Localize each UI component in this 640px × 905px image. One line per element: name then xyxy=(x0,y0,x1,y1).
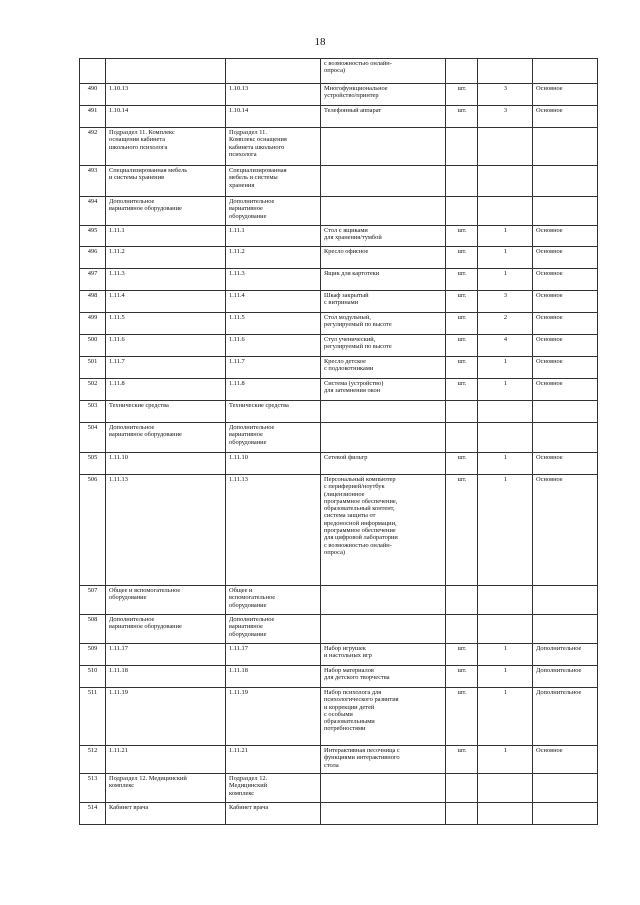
item-name-cell xyxy=(321,128,446,166)
unit-cell: шт. xyxy=(446,106,478,128)
code-cell: Дополнительное вариативное оборудование xyxy=(106,615,226,644)
code-cell: 1.11.1 xyxy=(106,226,226,247)
category-cell xyxy=(533,615,598,644)
item-name-cell: Стол модульный, регулируемый по высоте xyxy=(321,313,446,335)
table-row xyxy=(80,247,598,269)
category-cell xyxy=(533,197,598,226)
section-code-cell: 1.11.1 xyxy=(226,226,321,247)
unit-cell xyxy=(446,586,478,615)
code-cell: Подраздел 12. Медицинский комплекс xyxy=(106,774,226,803)
row-number-cell: 501 xyxy=(80,357,106,379)
quantity-cell xyxy=(478,197,533,226)
category-cell: Основное xyxy=(533,247,598,269)
section-code-cell: 1.11.21 xyxy=(226,746,321,774)
unit-cell: шт. xyxy=(446,746,478,774)
category-cell xyxy=(533,401,598,423)
quantity-cell xyxy=(478,615,533,644)
item-name-cell: Набор материалов для детского творчества xyxy=(321,666,446,688)
item-name-cell: Кресло детское с подлокотниками xyxy=(321,357,446,379)
row-number-cell: 496 xyxy=(80,247,106,269)
quantity-cell: 1 xyxy=(478,644,533,666)
item-name-cell: Стол с ящиками для хранения/тумбой xyxy=(321,226,446,247)
table-row xyxy=(80,84,598,106)
table-row xyxy=(80,644,598,666)
category-cell: Основное xyxy=(533,475,598,586)
quantity-cell: 3 xyxy=(478,291,533,313)
unit-cell xyxy=(446,615,478,644)
table-row xyxy=(80,128,598,166)
section-code-cell: 1.11.8 xyxy=(226,379,321,401)
quantity-cell: 1 xyxy=(478,688,533,746)
category-cell: Дополнительное xyxy=(533,688,598,746)
table-row xyxy=(80,166,598,197)
category-cell: Основное xyxy=(533,269,598,291)
code-cell: Технические средства xyxy=(106,401,226,423)
section-code-cell: Кабинет врача xyxy=(226,803,321,825)
table-row xyxy=(80,475,598,586)
item-name-cell xyxy=(321,166,446,197)
table-row xyxy=(80,586,598,615)
unit-cell: шт. xyxy=(446,475,478,586)
unit-cell: шт. xyxy=(446,269,478,291)
section-code-cell: 1.11.10 xyxy=(226,453,321,475)
category-cell xyxy=(533,774,598,803)
unit-cell: шт. xyxy=(446,357,478,379)
section-code-cell: 1.11.2 xyxy=(226,247,321,269)
quantity-cell xyxy=(478,586,533,615)
item-name-cell xyxy=(321,774,446,803)
code-cell: 1.10.13 xyxy=(106,84,226,106)
category-cell: Дополнительное xyxy=(533,666,598,688)
table-row xyxy=(80,291,598,313)
code-cell: 1.11.13 xyxy=(106,475,226,586)
category-cell: Основное xyxy=(533,313,598,335)
category-cell xyxy=(533,586,598,615)
quantity-cell: 1 xyxy=(478,269,533,291)
table-row xyxy=(80,666,598,688)
table-row xyxy=(80,688,598,746)
category-cell xyxy=(533,423,598,453)
page-number: 18 xyxy=(314,36,326,48)
row-number-cell: 507 xyxy=(80,586,106,615)
item-name-cell xyxy=(321,586,446,615)
code-cell: 1.11.7 xyxy=(106,357,226,379)
unit-cell: шт. xyxy=(446,453,478,475)
code-cell: 1.11.6 xyxy=(106,335,226,357)
unit-cell: шт. xyxy=(446,84,478,106)
category-cell: Дополнительное xyxy=(533,644,598,666)
table-row xyxy=(80,313,598,335)
table-row xyxy=(80,803,598,825)
row-number-cell: 493 xyxy=(80,166,106,197)
code-cell: Общее и вспомогательное оборудование xyxy=(106,586,226,615)
quantity-cell: 1 xyxy=(478,226,533,247)
unit-cell: шт. xyxy=(446,379,478,401)
section-code-cell xyxy=(226,59,321,84)
code-cell: 1.11.17 xyxy=(106,644,226,666)
quantity-cell xyxy=(478,59,533,84)
code-cell: 1.11.2 xyxy=(106,247,226,269)
code-cell: 1.11.3 xyxy=(106,269,226,291)
code-cell: 1.11.8 xyxy=(106,379,226,401)
table-row xyxy=(80,453,598,475)
table-row xyxy=(80,197,598,226)
row-number-cell: 514 xyxy=(80,803,106,825)
category-cell xyxy=(533,166,598,197)
item-name-cell: Телефонный аппарат xyxy=(321,106,446,128)
unit-cell: шт. xyxy=(446,666,478,688)
code-cell: Подраздел 11. Комплекс оснащения кабинета школьного психолога xyxy=(106,128,226,166)
table-row xyxy=(80,379,598,401)
section-code-cell: 1.10.13 xyxy=(226,84,321,106)
row-number-cell: 509 xyxy=(80,644,106,666)
row-number-cell: 508 xyxy=(80,615,106,644)
item-name-cell xyxy=(321,401,446,423)
table-row xyxy=(80,335,598,357)
category-cell: Основное xyxy=(533,335,598,357)
code-cell: 1.11.5 xyxy=(106,313,226,335)
quantity-cell: 1 xyxy=(478,666,533,688)
row-number-cell: 513 xyxy=(80,774,106,803)
row-number-cell: 498 xyxy=(80,291,106,313)
row-number-cell: 505 xyxy=(80,453,106,475)
row-number-cell: 495 xyxy=(80,226,106,247)
category-cell: Основное xyxy=(533,379,598,401)
item-name-cell: Многофункциональное устройство/принтер xyxy=(321,84,446,106)
row-number-cell xyxy=(80,59,106,84)
section-code-cell: Технические средства xyxy=(226,401,321,423)
quantity-cell: 1 xyxy=(478,746,533,774)
row-number-cell: 511 xyxy=(80,688,106,746)
table-row xyxy=(80,401,598,423)
item-name-cell: Сетевой фильтр xyxy=(321,453,446,475)
section-code-cell: 1.11.7 xyxy=(226,357,321,379)
category-cell: Основное xyxy=(533,291,598,313)
unit-cell xyxy=(446,423,478,453)
row-number-cell: 490 xyxy=(80,84,106,106)
section-code-cell: Подраздел 11. Комплекс оснащения кабинета школьного психолога xyxy=(226,128,321,166)
table-row xyxy=(80,269,598,291)
quantity-cell: 4 xyxy=(478,335,533,357)
section-code-cell: Дополнительное вариативное оборудование xyxy=(226,423,321,453)
category-cell: Основное xyxy=(533,453,598,475)
section-code-cell: 1.11.4 xyxy=(226,291,321,313)
quantity-cell: 1 xyxy=(478,357,533,379)
section-code-cell: Общее и вспомогательное оборудование xyxy=(226,586,321,615)
item-name-cell: Система (устройство) для затемнения окон xyxy=(321,379,446,401)
unit-cell xyxy=(446,401,478,423)
row-number-cell: 502 xyxy=(80,379,106,401)
quantity-cell: 3 xyxy=(478,106,533,128)
section-code-cell: Дополнительное вариативное оборудование xyxy=(226,615,321,644)
section-code-cell: 1.11.19 xyxy=(226,688,321,746)
code-cell: Дополнительное вариативное оборудование xyxy=(106,197,226,226)
section-code-cell: Специализированная мебель и системы хранения xyxy=(226,166,321,197)
quantity-cell: 1 xyxy=(478,247,533,269)
section-code-cell: 1.11.13 xyxy=(226,475,321,586)
category-cell: Основное xyxy=(533,106,598,128)
section-code-cell: 1.11.5 xyxy=(226,313,321,335)
section-code-cell: 1.11.3 xyxy=(226,269,321,291)
quantity-cell xyxy=(478,166,533,197)
item-name-cell: Набор психолога для психологического развития и коррекции детей с особыми образовательными потребностями xyxy=(321,688,446,746)
table-row xyxy=(80,774,598,803)
row-number-cell: 499 xyxy=(80,313,106,335)
code-cell: Кабинет врача xyxy=(106,803,226,825)
category-cell: Основное xyxy=(533,357,598,379)
item-name-cell: Стул ученический, регулируемый по высоте xyxy=(321,335,446,357)
table-row xyxy=(80,59,598,84)
unit-cell xyxy=(446,59,478,84)
category-cell xyxy=(533,803,598,825)
row-number-cell: 500 xyxy=(80,335,106,357)
table-row xyxy=(80,226,598,247)
quantity-cell xyxy=(478,774,533,803)
item-name-cell: Персональный компьютер с периферией/ноутбук (лицензионное программное обеспечение, образовательный контент, система защиты от вредоносной информации, программное обеспечение для цифровой лаборатории с возможностью онлайн- опроса) xyxy=(321,475,446,586)
table-row xyxy=(80,746,598,774)
section-code-cell: 1.10.14 xyxy=(226,106,321,128)
row-number-cell: 506 xyxy=(80,475,106,586)
item-name-cell: Интерактивная песочница с функциями интерактивного стола xyxy=(321,746,446,774)
code-cell: 1.11.18 xyxy=(106,666,226,688)
unit-cell: шт. xyxy=(446,247,478,269)
row-number-cell: 504 xyxy=(80,423,106,453)
item-name-cell: Кресло офисное xyxy=(321,247,446,269)
code-cell: 1.11.21 xyxy=(106,746,226,774)
table-body xyxy=(80,59,598,825)
category-cell: Основное xyxy=(533,226,598,247)
section-code-cell: Подраздел 12. Медицинский комплекс xyxy=(226,774,321,803)
unit-cell: шт. xyxy=(446,291,478,313)
quantity-cell: 1 xyxy=(478,379,533,401)
item-name-cell: с возможностью онлайн- опроса) xyxy=(321,59,446,84)
category-cell: Основное xyxy=(533,746,598,774)
section-code-cell: 1.11.6 xyxy=(226,335,321,357)
item-name-cell: Ящик для картотеки xyxy=(321,269,446,291)
unit-cell: шт. xyxy=(446,335,478,357)
code-cell: 1.11.4 xyxy=(106,291,226,313)
category-cell xyxy=(533,128,598,166)
code-cell: 1.11.19 xyxy=(106,688,226,746)
unit-cell xyxy=(446,774,478,803)
code-cell: Дополнительное вариативное оборудование xyxy=(106,423,226,453)
table-row xyxy=(80,423,598,453)
row-number-cell: 503 xyxy=(80,401,106,423)
section-code-cell: Дополнительное вариативное оборудование xyxy=(226,197,321,226)
table-row xyxy=(80,106,598,128)
quantity-cell: 2 xyxy=(478,313,533,335)
quantity-cell xyxy=(478,423,533,453)
unit-cell: шт. xyxy=(446,226,478,247)
item-name-cell xyxy=(321,423,446,453)
item-name-cell: Шкаф закрытый с витринами xyxy=(321,291,446,313)
unit-cell xyxy=(446,197,478,226)
code-cell: 1.11.10 xyxy=(106,453,226,475)
code-cell: 1.10.14 xyxy=(106,106,226,128)
unit-cell xyxy=(446,128,478,166)
item-name-cell xyxy=(321,615,446,644)
unit-cell xyxy=(446,166,478,197)
quantity-cell xyxy=(478,803,533,825)
section-code-cell: 1.11.17 xyxy=(226,644,321,666)
code-cell: Специализированная мебель и системы хранения xyxy=(106,166,226,197)
quantity-cell: 3 xyxy=(478,84,533,106)
unit-cell: шт. xyxy=(446,313,478,335)
section-code-cell: 1.11.18 xyxy=(226,666,321,688)
row-number-cell: 510 xyxy=(80,666,106,688)
quantity-cell: 1 xyxy=(478,453,533,475)
table-row xyxy=(80,357,598,379)
quantity-cell xyxy=(478,128,533,166)
category-cell xyxy=(533,59,598,84)
unit-cell: шт. xyxy=(446,644,478,666)
row-number-cell: 497 xyxy=(80,269,106,291)
unit-cell: шт. xyxy=(446,688,478,746)
code-cell xyxy=(106,59,226,84)
row-number-cell: 494 xyxy=(80,197,106,226)
row-number-cell: 512 xyxy=(80,746,106,774)
item-name-cell xyxy=(321,197,446,226)
unit-cell xyxy=(446,803,478,825)
row-number-cell: 491 xyxy=(80,106,106,128)
category-cell: Основное xyxy=(533,84,598,106)
equipment-table xyxy=(79,58,598,825)
row-number-cell: 492 xyxy=(80,128,106,166)
quantity-cell xyxy=(478,401,533,423)
item-name-cell xyxy=(321,803,446,825)
quantity-cell: 1 xyxy=(478,475,533,586)
item-name-cell: Набор игрушек и настольных игр xyxy=(321,644,446,666)
table-row xyxy=(80,615,598,644)
